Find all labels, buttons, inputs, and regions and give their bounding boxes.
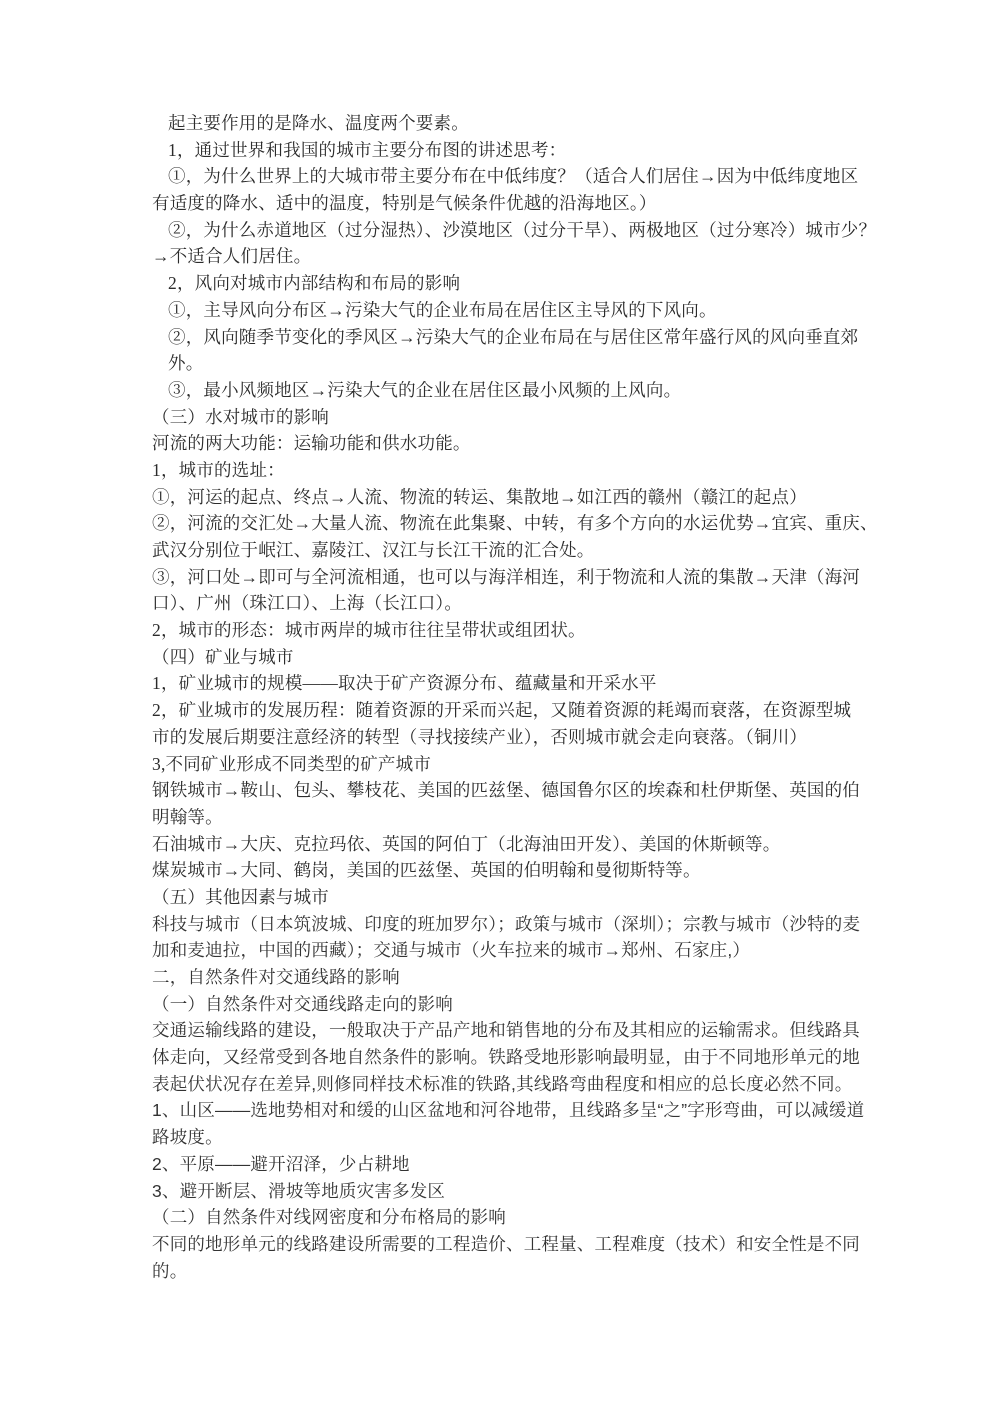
text-line: ③，最小风频地区→污染大气的企业在居住区最小风频的上风向。 [168,379,682,400]
text-line: 二，自然条件对交通线路的影响 [152,967,400,987]
text-line: 科技与城市（日本筑波城、印度的班加罗尔）；政策与城市（深圳）；宗教与城市（沙特的麦 [152,913,861,934]
text-line: 2，风向对城市内部结构和布局的影响 [168,273,461,294]
text-line: 有适度的降水、适中的温度，特别是气候条件优越的沿海地区。） [152,193,657,214]
document-text-block [152,110,878,1284]
text-line: 口）、广州（珠江口）、上海（长江口）。 [152,593,463,614]
text-line: 的。 [152,1260,188,1281]
text-line: 加和麦迪拉，中国的西藏）；交通与城市（火车拉来的城市→郑州、石家庄,） [152,940,751,961]
text-line: →不适合人们居住。 [152,246,312,267]
text-line: （一）自然条件对交通线路走向的影响 [152,993,453,1014]
text-line: 体走向，又经常受到各地自然条件的影响。铁路受地形影响最明显，由于不同地形单元的地 [152,1047,860,1068]
text-line: 外。 [168,353,204,374]
text-line: 1，通过世界和我国的城市主要分布图的讲述思考： [168,139,567,160]
text-line: ①，主导风向分布区→污染大气的企业布局在居住区主导风的下风向。 [168,299,717,320]
text-line: （五）其他因素与城市 [152,886,329,907]
text-line: 市的发展后期要注意经济的转型（寻找接续产业），否则城市就会走向衰落。（铜川） [152,726,808,747]
text-line: 2，城市的形态：城市两岸的城市往往呈带状或组团状。 [152,620,586,641]
text-line: 交通运输线路的建设，一般取决于产品产地和销售地的分布及其相应的运输需求。但线路具 [152,1020,860,1041]
text-line: 武汉分别位于岷江、嘉陵江、汉江与长江干流的汇合处。 [152,540,595,560]
text-line: 煤炭城市→大同、鹤岗，美国的匹兹堡、英国的伯明翰和曼彻斯特等。 [152,860,701,881]
text-line: 表起伏状况存在差异,则修同样技术标准的铁路,其线路弯曲程度和相应的总长度必然不同。 [152,1073,853,1094]
text-line: 1，城市的选址： [152,459,285,480]
text-line: 3,不同矿业形成不同类型的矿产城市 [152,753,432,774]
text-line: ②，为什么赤道地区（过分湿热）、沙漠地区（过分干旱）、两极地区（过分寒冷）城市少？ [168,219,877,240]
text-line: 3、避开断层、滑坡等地质灾害多发区 [152,1180,446,1201]
text-line: 路坡度。 [152,1127,223,1148]
text-line: 起主要作用的是降水、温度两个要素。 [168,113,469,133]
text-line: ③，河口处→即可与全河流相通，也可以与海洋相连，利于物流和人流的集散→天津（海河 [152,566,860,587]
text-line: 2、平原——避开沼泽，少占耕地 [152,1153,410,1174]
text-line: ②，河流的交汇处→大量人流、物流在此集聚、中转，有多个方向的水运优势→宜宾、重庆、 [152,513,878,534]
text-line: ②，风向随季节变化的季风区→污染大气的企业布局在与居住区常年盛行风的风向垂直郊 [168,326,859,347]
text-line: ①，河运的起点、终点→人流、物流的转运、集散地→如江西的赣州（赣江的起点） [152,486,807,507]
text-line: 1，矿业城市的规模——取决于矿产资源分布、蕴藏量和开采水平 [152,673,657,694]
text-line: 石油城市→大庆、克拉玛依、英国的阿伯丁（北海油田开发）、美国的休斯顿等。 [152,833,781,854]
text-line: 不同的地形单元的线路建设所需要的工程造价、工程量、工程难度（技术）和安全性是不同 [152,1233,860,1254]
text-line: 明翰等。 [152,806,223,827]
text-line: （二）自然条件对线网密度和分布格局的影响 [152,1207,506,1228]
text-line: 钢铁城市→鞍山、包头、攀枝花、美国的匹兹堡、德国鲁尔区的埃森和杜伊斯堡、英国的伯 [152,780,860,801]
text-line: （四）矿业与城市 [152,646,294,667]
text-line: 1、山区——选地势相对和缓的山区盆地和河谷地带，且线路多呈“之”字形弯曲，可以减缓道 [152,1100,865,1121]
text-line: 河流的两大功能：运输功能和供水功能。 [152,433,471,454]
text-line: ①，为什么世界上的大城市带主要分布在中低纬度？（适合人们居住→因为中低纬度地区 [168,166,859,187]
text-line: 2，矿业城市的发展历程：随着资源的开采而兴起，又随着资源的耗竭而衰落，在资源型城 [152,700,852,721]
text-line: （三）水对城市的影响 [152,406,329,427]
